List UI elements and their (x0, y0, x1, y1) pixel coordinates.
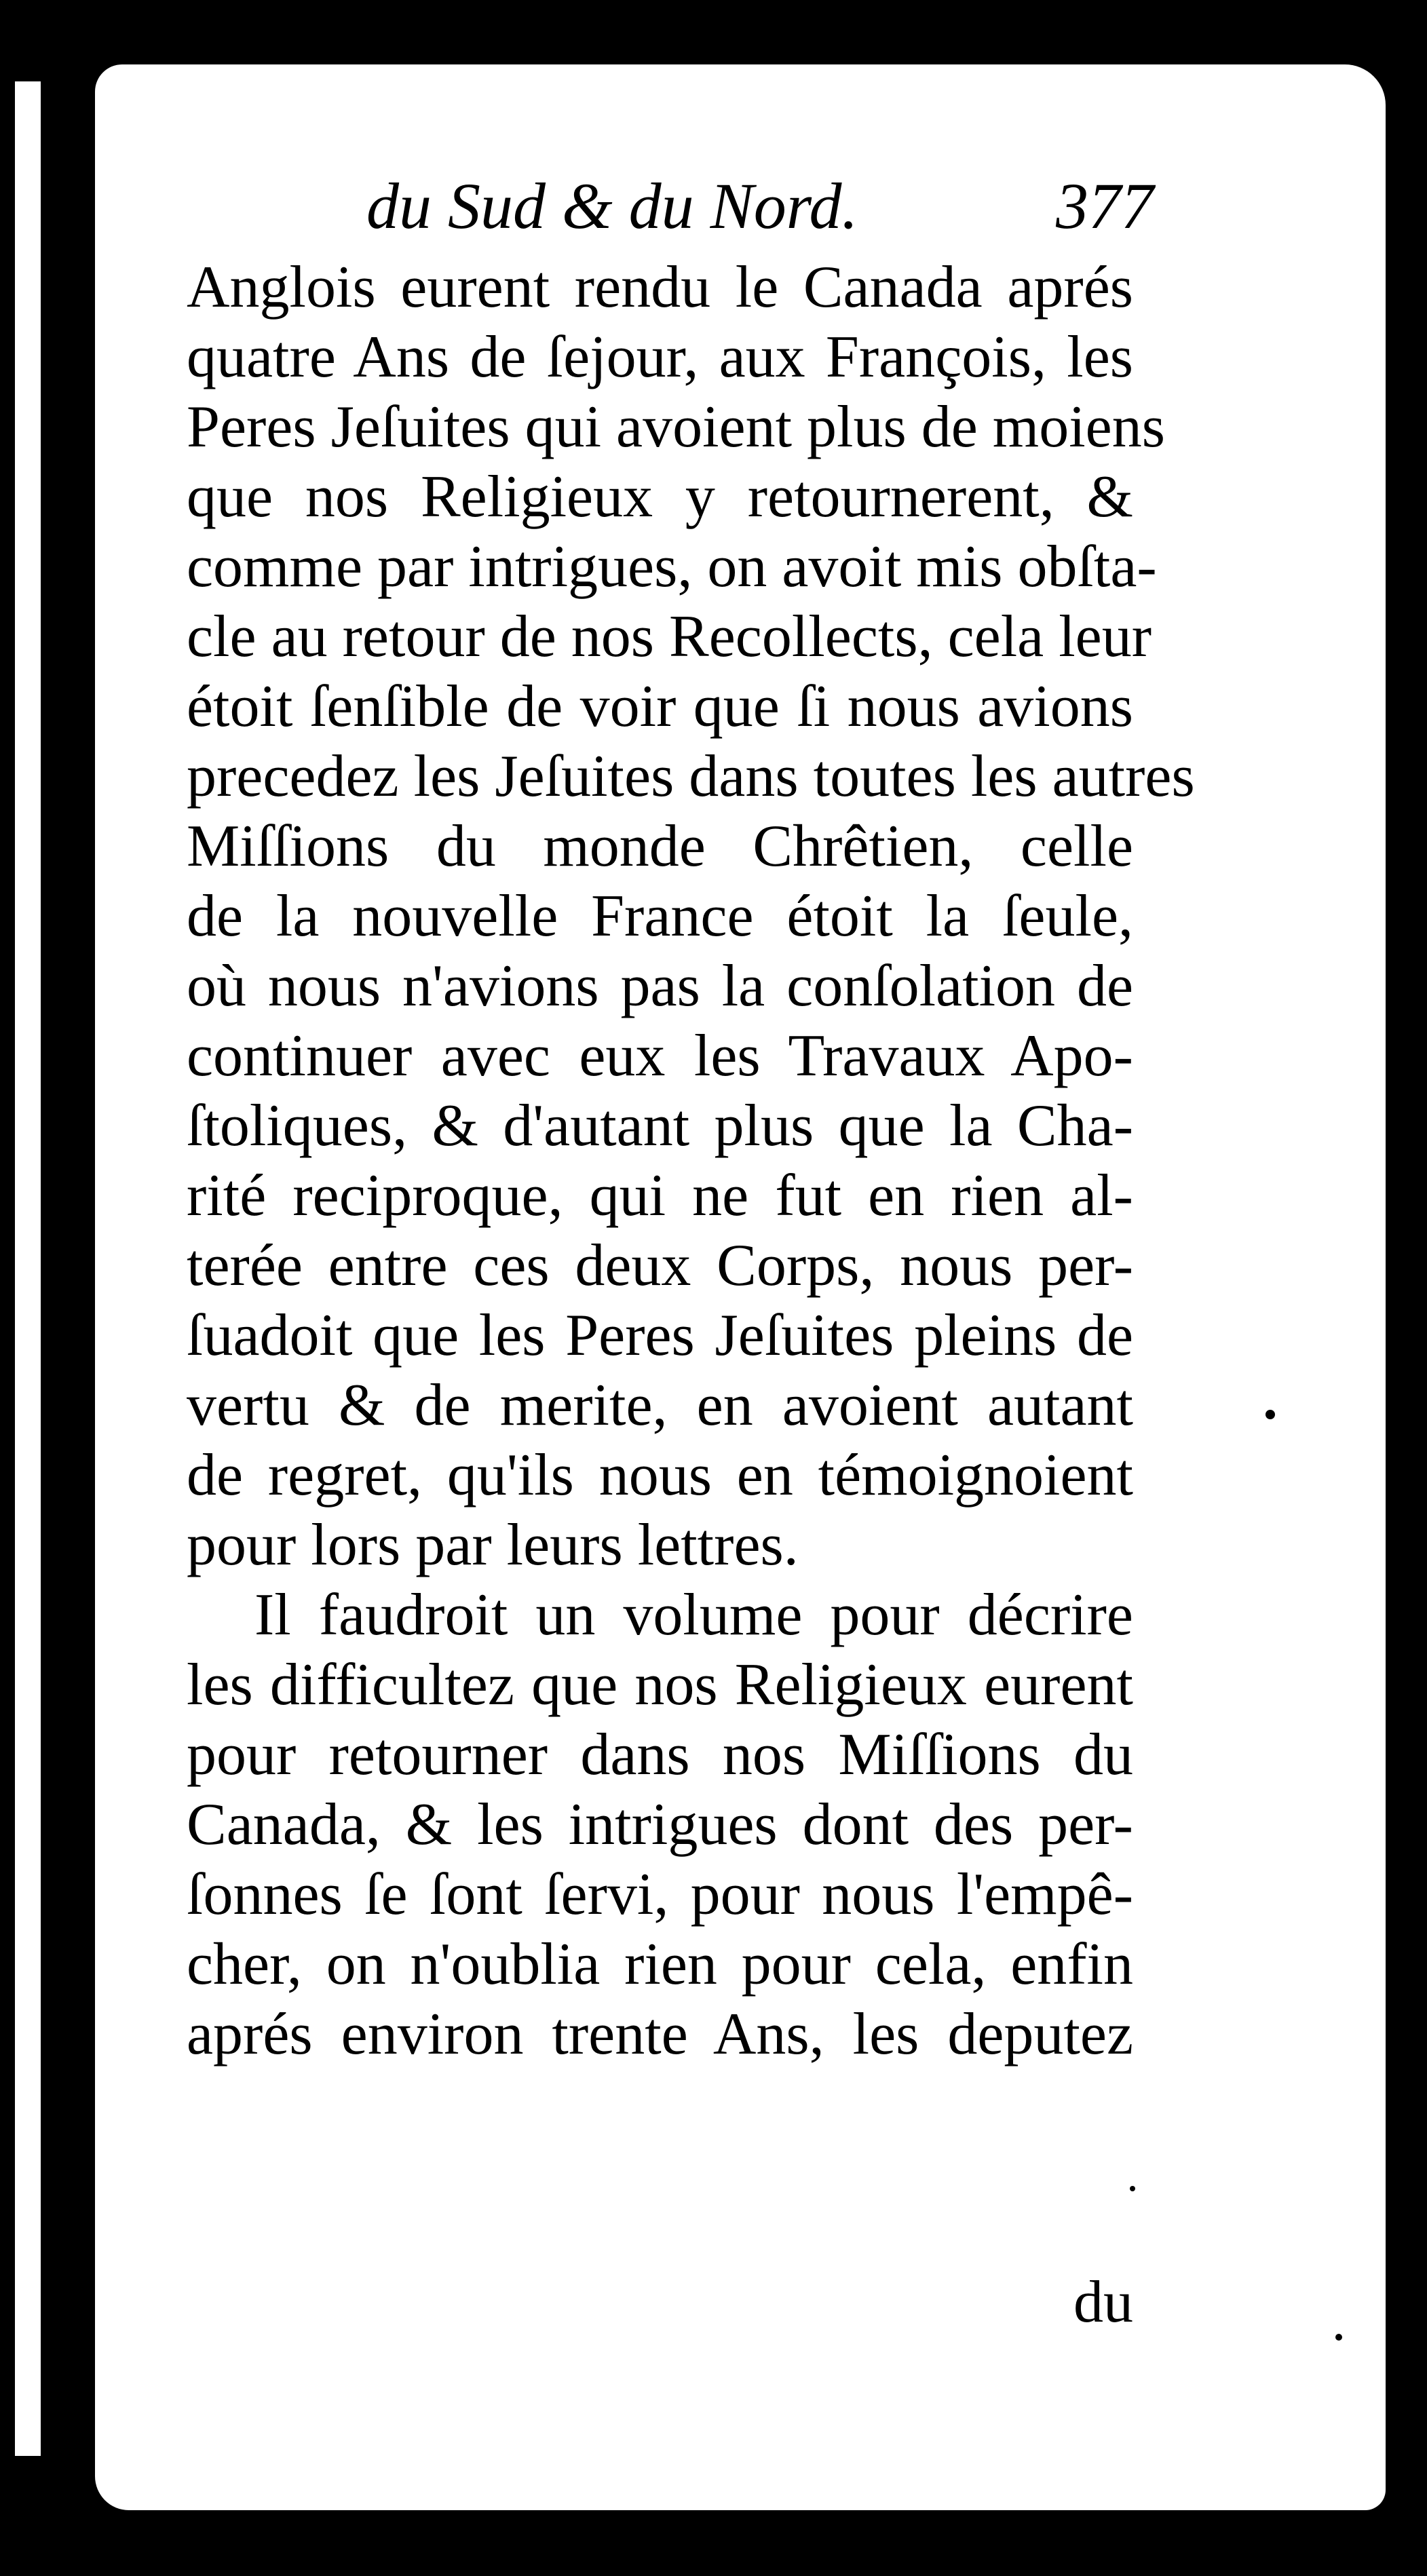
text-line: les difficultez que nos Religieux eurent (187, 1652, 1133, 1718)
text-line: que nos Religieux y retournerent, & (187, 464, 1133, 530)
text-line: de regret, qu'ils nous en témoignoient (187, 1442, 1133, 1508)
text-line: terée entre ces deux Corps, nous per- (187, 1233, 1133, 1299)
text-line: aprés environ trente Ans, les deputez (187, 2001, 1133, 2067)
text-line: Anglois eurent rendu le Canada aprés (187, 254, 1133, 320)
text-line: pour retourner dans nos Miſſions du (187, 1722, 1133, 1788)
ink-speck (1266, 1410, 1275, 1419)
text-line: de la nouvelle France étoit la ſeule, (187, 883, 1133, 949)
page-header (366, 168, 1154, 250)
adjacent-page-edge (15, 81, 41, 2456)
text-line: Canada, & les intrigues dont des per- (187, 1792, 1133, 1858)
text-line: Il faudroit un volume pour décrire (254, 1582, 1133, 1648)
text-line: Peres Jeſuites qui avoient plus de moiens (187, 394, 1165, 460)
text-line: cle au retour de nos Recollects, cela leur (187, 604, 1152, 670)
text-line: quatre Ans de ſejour, aux François, les (187, 324, 1133, 390)
text-line: cher, on n'oublia rien pour cela, enfin (187, 1931, 1133, 1997)
text-line: ſtoliques, & d'autant plus que la Cha- (187, 1093, 1133, 1159)
text-line: ſuadoit que les Peres Jeſuites pleins de (187, 1303, 1133, 1368)
text-line: ſonnes ſe ſont ſervi, pour nous l'empê- (187, 1862, 1133, 1927)
text-line: Miſſions du monde Chrêtien, celle (187, 813, 1133, 879)
ink-speck (1130, 2186, 1135, 2191)
text-line: étoit ſenſible de voir que ſi nous avions (187, 674, 1133, 739)
text-line: continuer avec eux les Travaux Apo- (187, 1023, 1133, 1089)
text-line: pour lors par leurs lettres. (187, 1512, 799, 1578)
text-line: precedez les Jeſuites dans toutes les autres (187, 744, 1195, 809)
text-line: où nous n'avions pas la conſolation de (187, 953, 1133, 1019)
page-number: 377 (1056, 170, 1154, 242)
text-line: comme par intrigues, on avoit mis obſta- (187, 534, 1157, 600)
catchword: du (1073, 2269, 1133, 2335)
text-line: vertu & de merite, en avoient autant (187, 1372, 1133, 1438)
text-line: rité reciproque, qui ne fut en rien al- (187, 1163, 1133, 1229)
body-text (187, 252, 1195, 2335)
ink-speck (1335, 2334, 1342, 2341)
running-head: du Sud & du Nord. (366, 170, 858, 242)
